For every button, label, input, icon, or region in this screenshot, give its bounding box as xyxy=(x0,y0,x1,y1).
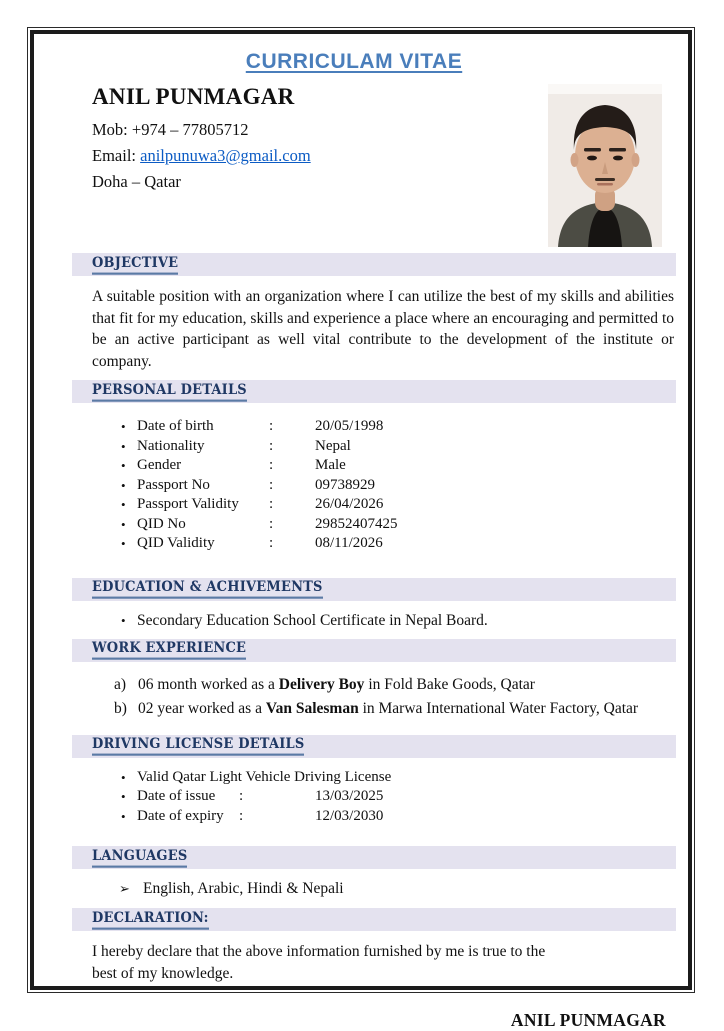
bullet-icon: • xyxy=(121,536,126,551)
bullet-icon: • xyxy=(121,612,126,628)
section-band-personal-details xyxy=(72,380,676,403)
detail-separator: : xyxy=(269,496,274,512)
detail-label: QID No xyxy=(137,515,186,532)
work-prefix: 02 year worked as a xyxy=(138,699,266,717)
detail-label: Date of expiry xyxy=(137,807,224,824)
work-experience-item xyxy=(114,697,676,721)
languages-text: English, Arabic, Hindi & Nepali xyxy=(143,880,344,897)
detail-label: Passport Validity xyxy=(137,496,239,512)
email-line xyxy=(92,143,311,169)
work-suffix: in Marwa International Water Factory, Qatar xyxy=(358,699,639,717)
bullet-icon: • xyxy=(121,789,126,804)
section-band-education xyxy=(72,578,676,601)
mobile-value: +974 – 77805712 xyxy=(131,120,249,139)
section-heading-languages: LANGUAGES xyxy=(92,848,187,867)
section-heading-declaration: DECLARATION: xyxy=(92,910,209,929)
objective-text: A suitable position with an organization where I can utilize the best of my skills and abilities that fit for my education, skills and experience a place where an encouraging and permitted to be an active participant as well vital contribute to the development of the institute or company. xyxy=(92,288,674,370)
detail-separator: : xyxy=(239,807,244,824)
license-text: Valid Qatar Light Vehicle Driving License xyxy=(137,768,392,785)
detail-value: 12/03/2030 xyxy=(315,807,384,824)
work-experience-item xyxy=(114,673,676,697)
bullet-icon: • xyxy=(121,477,126,493)
email-label: Email: xyxy=(92,146,141,165)
bullet-icon: • xyxy=(121,497,126,512)
driving-license-row xyxy=(121,807,676,827)
detail-value: 20/05/1998 xyxy=(315,418,384,434)
work-role: Delivery Boy xyxy=(278,675,365,693)
document-title: CURRICULAM VITAE xyxy=(245,50,463,73)
section-heading-objective: OBJECTIVE xyxy=(92,255,178,274)
header xyxy=(72,84,676,247)
mobile-label: Mob: xyxy=(92,120,132,139)
detail-value: Male xyxy=(315,457,346,473)
bullet-icon: • xyxy=(121,458,126,473)
section-band-objective xyxy=(72,253,676,276)
item-marker: b) xyxy=(114,699,127,717)
email-link[interactable]: anilpunuwa3@gmail.com xyxy=(140,146,311,165)
detail-label: Nationality xyxy=(137,437,205,454)
detail-label: Gender xyxy=(137,457,182,473)
work-item-text xyxy=(138,697,676,721)
detail-separator: : xyxy=(269,476,274,493)
detail-label: Date of issue xyxy=(137,788,216,804)
detail-label: QID Validity xyxy=(137,535,215,551)
detail-value: 08/11/2026 xyxy=(315,535,383,551)
work-prefix: 06 month worked as a xyxy=(138,675,279,693)
bullet-icon: • xyxy=(121,516,126,532)
signature-name: ANIL PUNMAGAR xyxy=(510,1010,666,1030)
section-band-languages xyxy=(72,846,676,869)
section-heading-education: EDUCATION & ACHIVEMENTS xyxy=(92,579,323,598)
personal-detail-row xyxy=(121,534,676,554)
detail-label: Passport No xyxy=(137,476,210,493)
detail-separator: : xyxy=(269,457,274,473)
detail-value: 29852407425 xyxy=(315,515,398,532)
detail-value: 13/03/2025 xyxy=(315,788,384,804)
detail-label: Date of birth xyxy=(137,418,214,434)
detail-value: Nepal xyxy=(315,437,351,454)
section-heading-driving-license: DRIVING LICENSE DETAILS xyxy=(92,736,304,755)
personal-details-list xyxy=(121,417,676,554)
detail-value: 26/04/2026 xyxy=(315,496,384,512)
driving-license-row xyxy=(121,768,676,788)
driving-license-row xyxy=(121,787,676,807)
work-experience-list xyxy=(114,673,676,721)
section-band-declaration xyxy=(72,908,676,931)
personal-detail-row xyxy=(121,495,676,515)
location-line: Doha – Qatar xyxy=(92,172,181,191)
section-band-driving-license xyxy=(72,735,676,758)
education-item xyxy=(121,611,676,631)
personal-detail-row xyxy=(121,476,676,496)
declaration-text: I hereby declare that the above information furnished by me is true to the best of my knowledge. xyxy=(92,943,546,982)
portrait-photo xyxy=(548,84,662,247)
bullet-icon: • xyxy=(121,438,126,454)
driving-license-list xyxy=(121,768,676,827)
work-suffix: in Fold Bake Goods, Qatar xyxy=(364,675,535,693)
section-band-work-experience xyxy=(72,639,676,662)
arrow-bullet-icon: ➢ xyxy=(119,881,130,896)
section-heading-personal-details: PERSONAL DETAILS xyxy=(92,382,247,401)
identity-block xyxy=(72,84,311,195)
document-title-row xyxy=(72,50,636,74)
detail-separator: : xyxy=(239,788,244,804)
personal-detail-row xyxy=(121,417,676,437)
item-marker: a) xyxy=(114,675,127,693)
bullet-icon: • xyxy=(121,419,126,434)
mobile-line xyxy=(92,117,311,143)
person-name: ANIL PUNMAGAR xyxy=(92,84,295,109)
section-heading-work-experience: WORK EXPERIENCE xyxy=(92,640,246,659)
bullet-icon: • xyxy=(121,769,126,785)
detail-separator: : xyxy=(269,418,274,434)
personal-detail-row xyxy=(121,437,676,457)
detail-separator: : xyxy=(269,515,274,532)
education-text: Secondary Education School Certificate in Nepal Board. xyxy=(137,611,488,629)
detail-value: 09738929 xyxy=(315,476,375,493)
detail-separator: : xyxy=(269,437,274,454)
bullet-icon: • xyxy=(121,808,126,824)
cv-page xyxy=(30,30,692,1030)
work-item-text xyxy=(138,673,676,697)
languages-item xyxy=(119,880,676,898)
personal-detail-row xyxy=(121,456,676,476)
personal-detail-row xyxy=(121,515,676,535)
work-role: Van Salesman xyxy=(265,699,359,717)
detail-separator: : xyxy=(269,535,274,551)
